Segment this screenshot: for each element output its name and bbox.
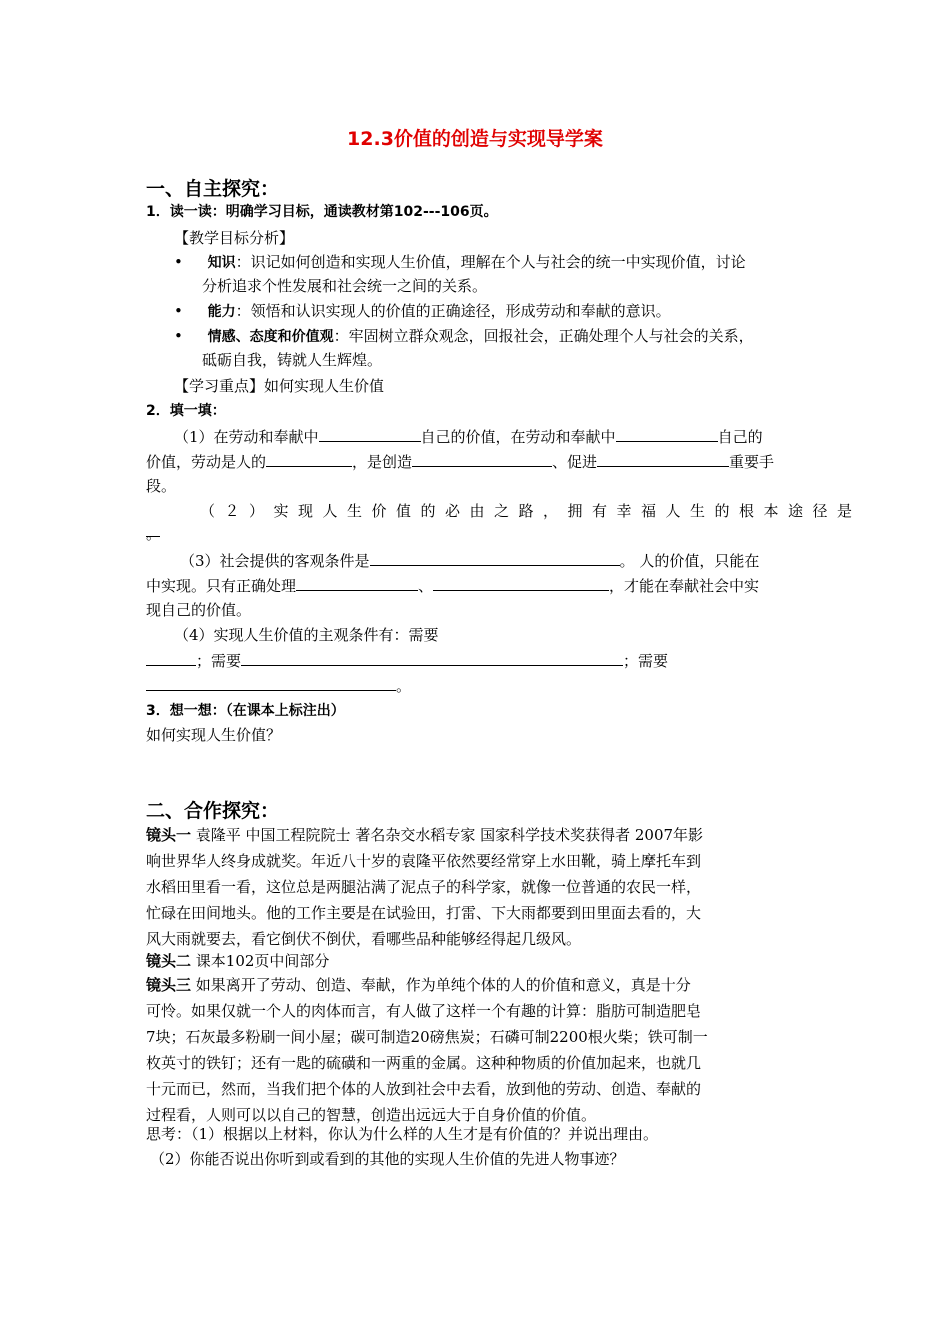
blank[interactable]: [146, 648, 196, 666]
objectives-header: 【教学目标分析】: [174, 229, 295, 247]
blank[interactable]: [433, 573, 609, 591]
section1-heading: 一、自主探究：: [146, 178, 280, 200]
fill-q1-line3: 段。: [146, 477, 177, 495]
bullet-knowledge-cont: 分析追求个性发展和社会统一之间的关系。: [202, 277, 488, 295]
bullet-ability: • 能力：领悟和认识实现人的价值的正确途径，形成劳动和奉献的意识。: [174, 302, 671, 320]
blank[interactable]: [241, 648, 623, 666]
shot3-label: 镜头三: [146, 976, 192, 994]
item3-question: 如何实现人生价值？: [146, 726, 282, 744]
shot2-label: 镜头二: [146, 952, 192, 970]
fill-q1-line1: （1）在劳动和奉献中 自己的价值，在劳动和奉献中 自己的: [174, 424, 763, 449]
fill-q4-line3: 。: [146, 673, 411, 698]
bullet-values-cont: 砥砺自我，铸就人生辉煌。: [202, 351, 383, 369]
page-title: 12.3价值的创造与实现导学案: [347, 128, 603, 150]
blank[interactable]: [146, 673, 396, 691]
bullet-values: • 情感、态度和价值观：牢固树立群众观念，回报社会，正确处理个人与社会的关系，: [174, 327, 754, 345]
fill-q2-end: 。: [146, 522, 160, 546]
shot1-label: 镜头一: [146, 826, 192, 844]
fill-q4-line1: （4）实现人生价值的主观条件有：需要: [174, 626, 439, 644]
think-question-2: （2）你能否说出你听到或看到的其他的实现人生价值的先进人物事迹？: [150, 1150, 625, 1168]
blank[interactable]: [412, 449, 552, 467]
bullet-dot-icon: •: [174, 302, 183, 320]
blank[interactable]: [370, 548, 620, 566]
blank[interactable]: [296, 573, 418, 591]
fill-q2: （２）实现人生价值的必由之路，拥有幸福人生的根本途径是: [200, 502, 862, 520]
blank[interactable]: [597, 449, 729, 467]
think-question-1: 思考：（1）根据以上材料，你认为什么样的人生才是有价值的？并说出理由。: [146, 1125, 659, 1143]
blank[interactable]: [266, 449, 352, 467]
section2-heading: 二、合作探究：: [146, 800, 280, 822]
blank[interactable]: [319, 424, 421, 442]
fill-q3-line3: 现自己的价值。: [146, 601, 252, 619]
blank[interactable]: [616, 424, 718, 442]
bullet-dot-icon: •: [174, 253, 183, 271]
shot3-paragraph: 镜头三 如果离开了劳动、创造、奉献，作为单纯个体的人的价值和意义，真是十分 可怜。如果仅就一个人的肉体而言，有人做了这样一个有趣的计算：脂肪可制造肥皂 7块；石灰最多粉刷一间小屋；碳可制造20磅焦炭；石磷可制2200根火柴；铁可制一 枚英寸的铁钉；还有一匙的硫磺和一两重的金属。这种种物质的价值加起来，也就几 十元而已，然而，当我们把个体的人放到社会中去看，放到他的劳动、创造、奉献的 过程看，人则可以以自己的智慧，创造出远远大于自身价值的价值。: [146, 976, 708, 1124]
shot2-paragraph: 镜头二 课本102页中间部分: [146, 952, 330, 970]
shot1-paragraph: 镜头一 袁隆平 中国工程院院士 著名杂交水稻专家 国家科学技术奖获得者 2007年影 响世界华人终身成就奖。年近八十岁的袁隆平依然要经常穿上水田靴，骑上摩托车到 水稻田里看一看，这位总是两腿沾满了泥点子的科学家，就像一位普通的农民一样， 忙碌在田间地头。他的工作主要是在试验田，打雷、下大雨都要到田里面去看的，大 风大雨就要去，看它倒伏不倒伏，看哪些品种能够经得起几级风。: [146, 826, 704, 948]
item3-think: 3．想一想：（在课本上标注出）: [146, 703, 345, 719]
fill-q4-line2: ；需要 ；需要: [146, 648, 668, 673]
key-point: 【学习重点】如何实现人生价值: [174, 377, 385, 395]
fill-q3-line2: 中实现。只有正确处理 、 ，才能在奉献社会中实: [146, 573, 759, 598]
bullet-dot-icon: •: [174, 327, 183, 345]
fill-q1-line2: 价值，劳动是人的 ，是创造 、促进 重要手: [146, 449, 774, 474]
item1-read: 1．读一读：明确学习目标，通读教材第102---106页。: [146, 204, 498, 220]
bullet-knowledge: • 知识：识记如何创造和实现人生价值，理解在个人与社会的统一中实现价值，讨论: [174, 253, 746, 271]
item2-fill: 2．填一填：: [146, 403, 226, 419]
fill-q3-line1: （3）社会提供的客观条件是 。 人的价值，只能在: [180, 548, 759, 573]
